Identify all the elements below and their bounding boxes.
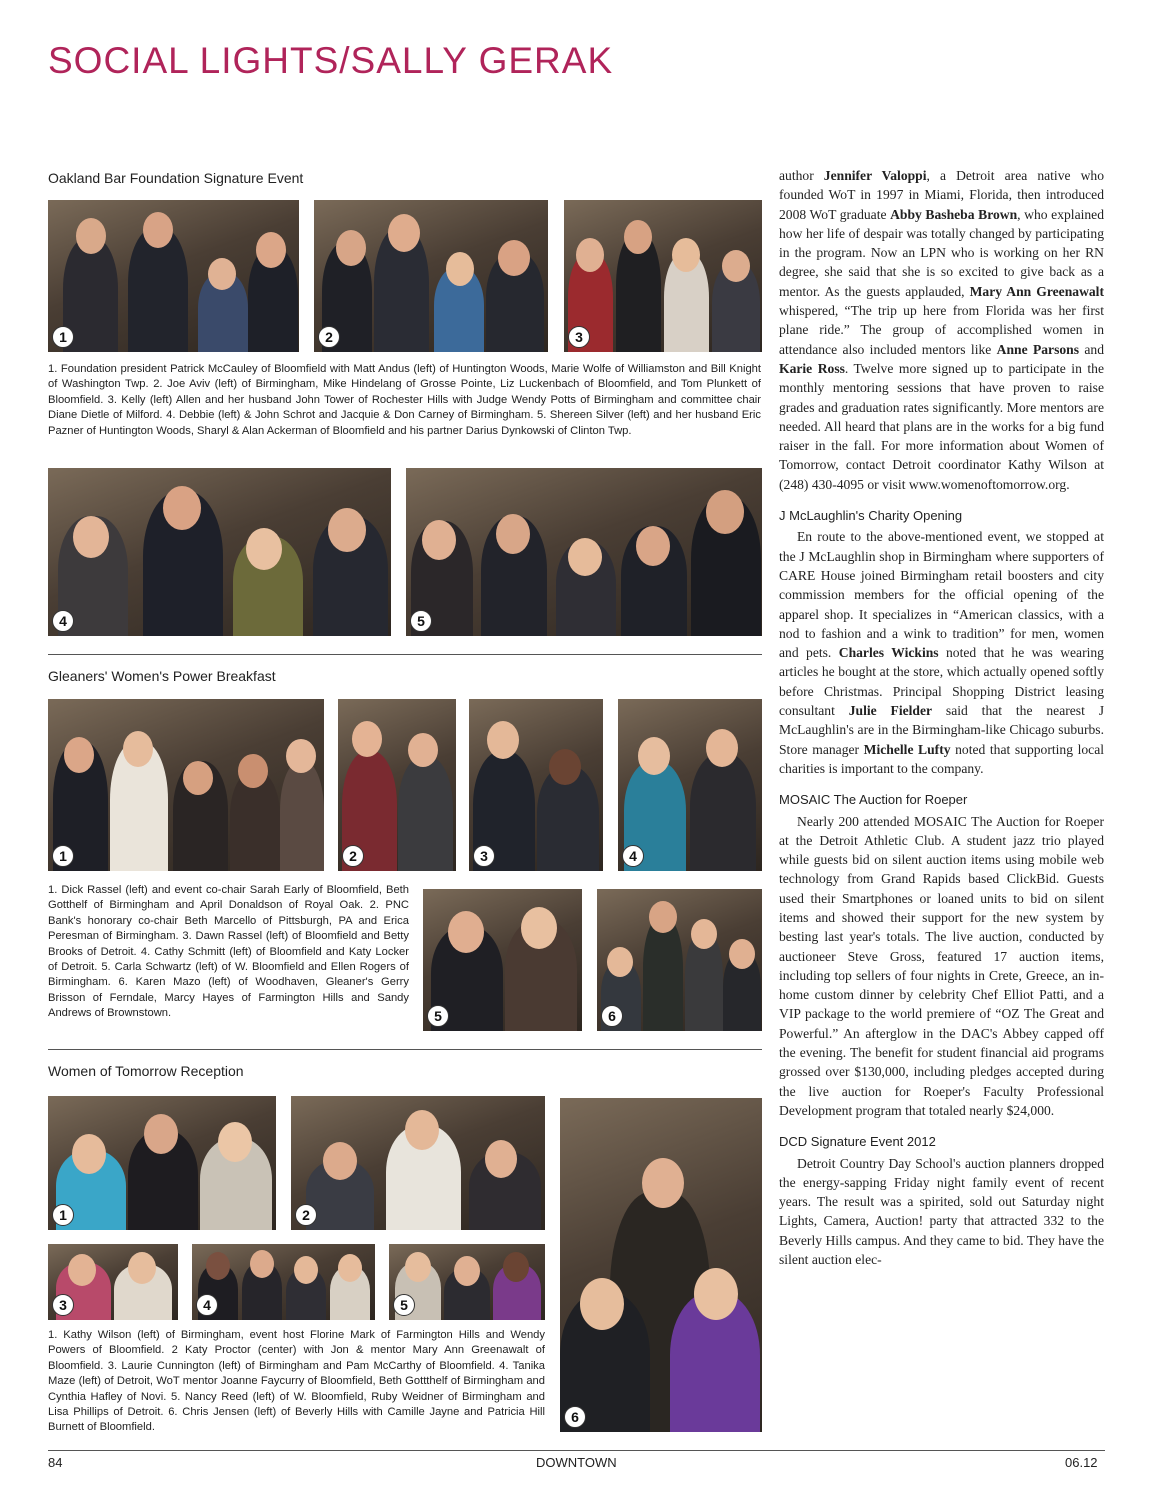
photo-oakland-4 — [48, 468, 391, 636]
article-paragraph: En route to the above-mentioned event, we stopped at the J McLaughlin shop in Birmingham where supporters of CARE House joined Birmingham retail boosters and city commission members for the official opening of the apparel shop. It specializes in “American classics, with a nod to fashion and a wink to tradition” for men, women and pets. Charles Wickins noted that he was wearing articles he bought at the store, which actually opened softly before Christmas. Principal Shopping District leasing consultant Julie Fielder said that the nearest J McLaughlin's are in the Birmingham-like Chicago suburbs. Store manager Michelle Lufty noted that supporting local charities is important to the company. — [779, 529, 1105, 776]
photo-wot-5 — [389, 1244, 545, 1320]
article-paragraph: author Jennifer Valoppi, a Detroit area native who founded WoT in 1997 in Miami, Florida, then introduced 2008 WoT graduate Abby Basheba Brown, who explained how her life of despair was totally changed by participating in the program. Now an LPN who is working on her RN degree, she said that she is so excited to give back as a mentor. As the guests applauded, Mary Ann Greenawalt whispered, “The trip up here from Florida was her first plane ride.” The group of accomplished women in attendance also included mentors like Anne Parsons and Karie Ross. Twelve more signed up to participate in the monthly mentoring sessions that have proven to raise grades and graduation rates significantly. More mentors are needed. All heard that plans are in the works for a big fund raiser in the fall. For more information about Women of Tomorrow, contact Detroit coordinator Kathy Wilson at (248) 430-4095 or visit www.womenoftomorrow.org. — [779, 168, 1105, 492]
footer-rule — [48, 1450, 1105, 1451]
photo-number: 1 — [52, 326, 74, 348]
photo-number: 1 — [52, 1204, 74, 1226]
article-subhead: MOSAIC The Auction for Roeper — [779, 792, 968, 808]
magazine-name: DOWNTOWN — [536, 1455, 617, 1470]
photo-oakland-3 — [564, 200, 762, 352]
photo-number: 2 — [318, 326, 340, 348]
photo-number: 3 — [52, 1294, 74, 1316]
page-title: SOCIAL LIGHTS/SALLY GERAK — [48, 40, 614, 81]
photo-wot-3 — [48, 1244, 178, 1320]
issue-date: 06.12 — [1065, 1455, 1098, 1470]
photo-number: 4 — [196, 1294, 218, 1316]
section-divider — [48, 654, 762, 655]
article-subhead: DCD Signature Event 2012 — [779, 1134, 936, 1150]
photo-oakland-1 — [48, 200, 299, 352]
page-number: 84 — [48, 1455, 63, 1470]
photo-oakland-5 — [406, 468, 762, 636]
photo-number: 3 — [473, 845, 495, 867]
caption-wot: 1. Kathy Wilson (left) of Birmingham, event host Florine Mark of Farmington Hills and Wendy Powers of Bloomfield. 2 Katy Proctor (center) with Jon & mentor Mary Ann Greenawalt of Bloomfield. 3. Laurie Cunnington (left) of Birmingham and Pam McCarthy of Bloomfield. 4. Tanika Maze (left) of Detroit, WoT mentor Joanne Faycurry of Bloomfield, Beth Gottthelf of Birmingham and Cynthia Hafley of Novi. 5. Nancy Reed (left) of W. Bloomfield, Ruby Weidner of Birmingham and Lisa Phillips of Detroit. 6. Chris Jensen (left) of Beverly Hills with Camille Jayne and Patricia Hill Burnett of Bloomfield. — [48, 1329, 545, 1434]
photo-gleaners-1 — [48, 699, 324, 871]
caption-oakland: 1. Foundation president Patrick McCauley of Bloomfield with Matt Andus (left) of Huntington Woods, Marie Wolfe of Williamston and Bill Knight of Washington Twp. 2. Joe Aviv (left) of Birmingham, Mike Hindelang of Grosse Pointe, Liz Luckenbach of Bloomfield, and Tom Plunkett of Bloomfield. 3. Kelly (left) Allen and her husband John Tower of Rochester Hills with Judge Wendy Potts of Birmingham and committee chair Diane Dietle of Milford. 4. Debbie (left) & John Schrot and Jacquie & Don Carney of Birmingham. 5. Shereen Silver (left) and her husband Eric Pazner of Huntington Woods, Sharyl & Alan Ackerman of Bloomfield and his partner Darius Dynkowski of Clinton Twp. — [48, 363, 761, 437]
photo-number: 2 — [342, 845, 364, 867]
article-paragraph: Nearly 200 attended MOSAIC The Auction for Roeper at the Detroit Athletic Club. A student jazz trio played while guests bid on silent auction items using mobile web technology from Grand Rapids based ClickBid. Guests used their Smartphones or loaned units to bid on silent items and showed their support for the new system by besting last year's totals. The live auction, conducted by auctioneer Steve Gross, featured 17 auction items, including top sellers of four nights in Crete, Greece, an in-home custom dinner by celebrity Chef Elliot Patti, and a VIP package to the world premiere of “OZ The Great and Powerful.” An afterglow in the DAC's Abbey capped off the evening. The benefit for student financial aid programs grossed over $130,000, including pledges accepted during the live auction for Roeper's Faculty Professional Development program that totaled nearly $24,000. — [779, 813, 1104, 1118]
photo-gleaners-6 — [597, 889, 762, 1031]
photo-gleaners-2 — [338, 699, 456, 871]
photo-number: 5 — [393, 1294, 415, 1316]
photo-gleaners-4 — [618, 699, 762, 871]
photo-number: 6 — [601, 1005, 623, 1027]
photo-number: 5 — [427, 1005, 449, 1027]
photo-number: 1 — [52, 845, 74, 867]
section-title-wot: Women of Tomorrow Reception — [48, 1063, 244, 1079]
photo-oakland-2 — [314, 200, 548, 352]
photo-number: 4 — [622, 845, 644, 867]
photo-number: 5 — [410, 610, 432, 632]
section-divider — [48, 1049, 762, 1050]
photo-number: 6 — [564, 1406, 586, 1428]
photo-wot-1 — [48, 1096, 276, 1230]
photo-number: 3 — [568, 326, 590, 348]
section-title-oakland: Oakland Bar Foundation Signature Event — [48, 170, 304, 186]
article-paragraph: Detroit Country Day School's auction planners dropped the energy-sapping Friday night family event of recent years. The result was a spirited, sold out Saturday night Lights, Camera, Auction! party that attracted 332 to the Beverly Hills campus. And they came to bid. They have the silent auction elec- — [779, 1155, 1104, 1268]
article-subhead: J McLaughlin's Charity Opening — [779, 508, 963, 524]
photo-gleaners-3 — [469, 699, 603, 871]
photo-wot-6 — [560, 1098, 762, 1432]
article-column — [779, 166, 1104, 1269]
photo-number: 4 — [52, 610, 74, 632]
section-title-gleaners: Gleaners' Women's Power Breakfast — [48, 668, 276, 684]
photo-number: 2 — [295, 1204, 317, 1226]
photo-gleaners-5 — [423, 889, 582, 1031]
photo-wot-4 — [192, 1244, 375, 1320]
photo-wot-2 — [291, 1096, 545, 1230]
caption-gleaners: 1. Dick Rassel (left) and event co-chair Sarah Early of Bloomfield, Beth Gotthelf of Birmingham and April Donaldson of Royal Oak. 2. PNC Bank's honorary co-chair Beth Marcello of Pittsburgh, PA and Erica Peresman of Birmingham. 3. Dawn Rassel (left) of Bloomfield and Betty Brooks of Detroit. 4. Cathy Schmitt (left) of Bloomfield and Katy Locker of Detroit. 5. Carla Schwartz (left) of W. Bloomfield and Ellen Rogers of Birmingham. 6. Karen Mazo (left) of Woodhaven, Gleaner's Gerry Brisson of Ferndale, Marcy Hayes of Farmington Hills and Sandy Andrews of Brownstown. — [48, 884, 409, 1020]
